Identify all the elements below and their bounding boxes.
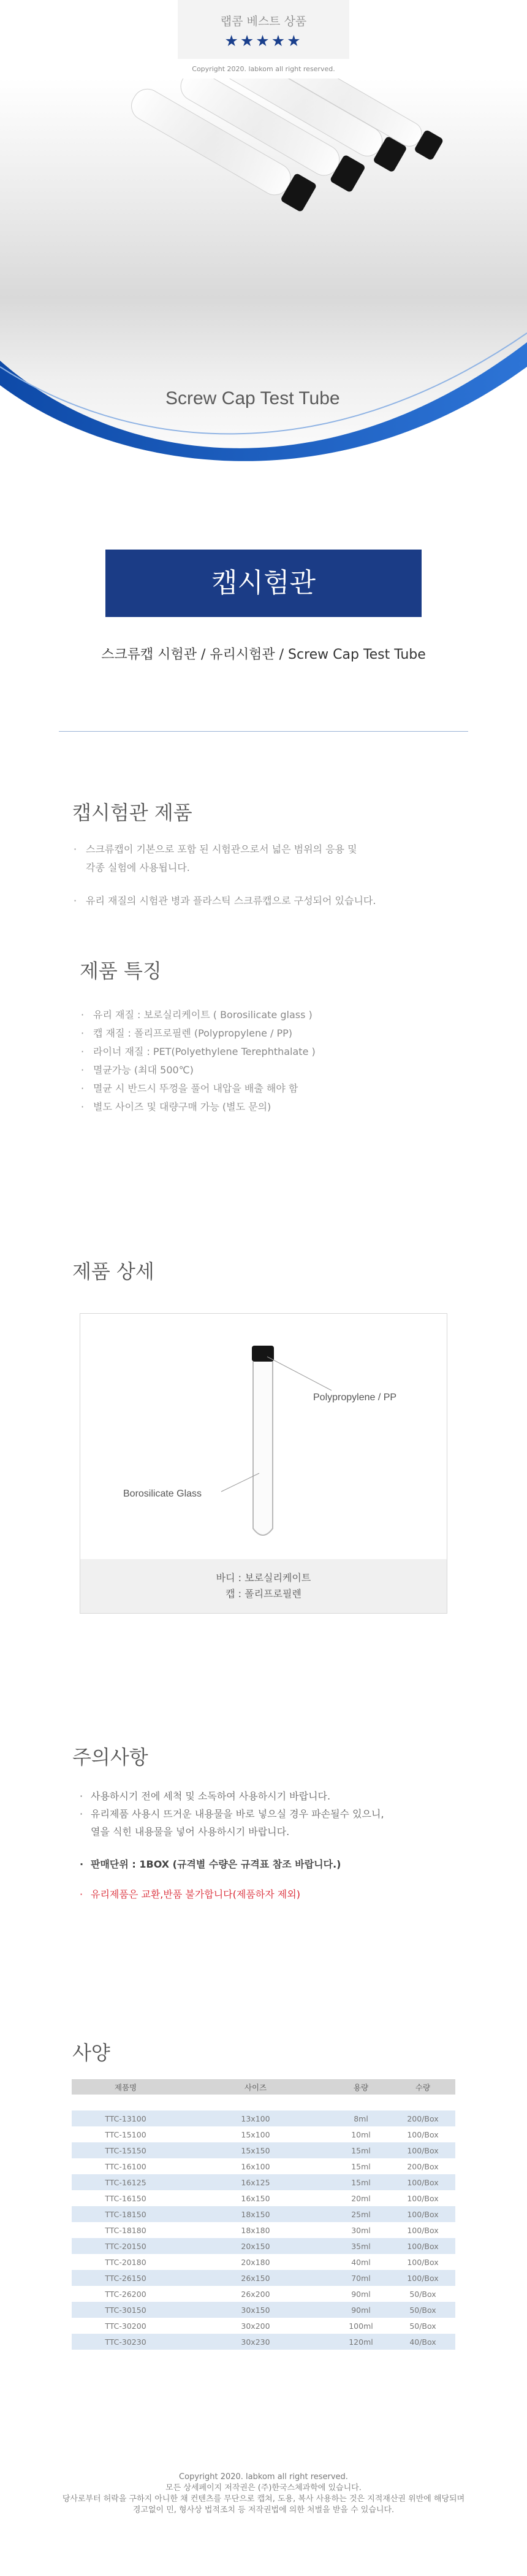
glass-tube-shape bbox=[253, 1362, 273, 1535]
table-cell: 90ml bbox=[332, 2302, 390, 2318]
table-cell: 20x150 bbox=[180, 2238, 332, 2254]
detail-caption bbox=[80, 1559, 447, 1613]
table-cell: 13x100 bbox=[180, 2110, 332, 2126]
table-cell: 70ml bbox=[332, 2270, 390, 2286]
divider bbox=[59, 731, 468, 732]
col-header: 용량 bbox=[332, 2079, 390, 2095]
table-cell: 30x150 bbox=[180, 2302, 332, 2318]
table-cell: 10ml bbox=[351, 2129, 371, 2139]
cap-material: 캡 : 폴리프로필렌 bbox=[226, 1588, 301, 1600]
table-cell: 100/Box bbox=[390, 2270, 455, 2286]
body-material: 바디 : 보로실리케이트 bbox=[216, 1572, 311, 1584]
spacer-row bbox=[72, 2095, 455, 2110]
spec-table bbox=[72, 2079, 455, 2350]
feature-item: · 별도 사이즈 및 대량구매 가능 (별도 문의) bbox=[80, 1098, 460, 1116]
table-cell: 100/Box bbox=[407, 2257, 439, 2267]
table-cell: 100/Box bbox=[390, 2142, 455, 2158]
cap-pointer bbox=[267, 1357, 332, 1390]
table-cell: TTC-30230 bbox=[72, 2334, 180, 2350]
table-cell: 50/Box bbox=[390, 2302, 455, 2318]
table-cell: 120ml bbox=[332, 2334, 390, 2350]
top-copyright: Copyright 2020. labkom all right reserved. bbox=[192, 65, 335, 73]
table-cell: 100/Box bbox=[390, 2206, 455, 2222]
spec-heading: 사양 bbox=[72, 2041, 110, 2064]
table-cell: 100ml bbox=[349, 2321, 373, 2331]
footer-line: 경고없이 민, 형사상 법적조치 등 저작권법에 의한 처벌을 받을 수 있습니다. bbox=[132, 2505, 395, 2515]
table-row bbox=[72, 2270, 455, 2286]
table-cell: 100/Box bbox=[390, 2174, 455, 2190]
test-tubes-illustration bbox=[0, 79, 527, 477]
rating-stars-icon: ★★★★★ bbox=[224, 32, 303, 50]
badge-title: 랩콤 베스트 상품 bbox=[220, 15, 307, 28]
intro-list bbox=[72, 840, 464, 910]
table-cell: 50/Box bbox=[409, 2321, 436, 2331]
feature-item: · 멸균가능 (최대 500℃) bbox=[80, 1061, 460, 1079]
table-row bbox=[72, 2238, 455, 2254]
product-title-box bbox=[105, 550, 422, 617]
table-cell: 16x150 bbox=[241, 2193, 270, 2203]
detail-heading: 제품 상세 bbox=[72, 1260, 154, 1283]
table-cell: 20ml bbox=[351, 2193, 371, 2203]
col-header: 수량 bbox=[390, 2079, 455, 2095]
table-cell: 15ml bbox=[351, 2161, 371, 2171]
sale-unit-note: · 판매단위 : 1BOX (규격별 수량은 규격표 참조 바랍니다.) bbox=[80, 1855, 472, 1873]
table-cell: 40/Box bbox=[390, 2334, 455, 2350]
table-cell: 15x100 bbox=[241, 2129, 270, 2139]
table-cell: TTC-26150 bbox=[72, 2270, 180, 2286]
table-cell: TTC-30200 bbox=[105, 2321, 146, 2331]
features-heading: 제품 특징 bbox=[80, 959, 162, 983]
table-row bbox=[72, 2126, 455, 2142]
table-cell: 15x150 bbox=[180, 2142, 332, 2158]
table-row bbox=[72, 2318, 455, 2334]
table-cell: TTC-15100 bbox=[105, 2129, 146, 2139]
table-row bbox=[72, 2286, 455, 2302]
table-cell: 15ml bbox=[332, 2142, 390, 2158]
table-row bbox=[72, 2190, 455, 2206]
caution-item: · 유리제품 사용시 뜨거운 내용물을 바로 넣으실 경우 파손될수 있으니, 열을 식힌 내용물을 넣어 사용하시기 바랍니다. bbox=[80, 1805, 472, 1841]
feature-item: · 캡 재질 : 폴리프로필렌 (Polypropylene / PP) bbox=[80, 1024, 460, 1043]
table-cell: 50/Box bbox=[409, 2289, 436, 2299]
spec-header-row bbox=[72, 2079, 455, 2095]
table-row bbox=[72, 2110, 455, 2126]
table-row bbox=[72, 2334, 455, 2350]
table-cell: 35ml bbox=[332, 2238, 390, 2254]
table-cell: 200/Box bbox=[407, 2161, 439, 2171]
table-cell: TTC-15150 bbox=[72, 2142, 180, 2158]
cap-material-label: Polypropylene / PP bbox=[313, 1392, 397, 1403]
table-row bbox=[72, 2302, 455, 2318]
table-cell: TTC-16150 bbox=[105, 2193, 146, 2203]
table-cell: 100/Box bbox=[390, 2238, 455, 2254]
table-cell: TTC-16125 bbox=[72, 2174, 180, 2190]
table-cell: 20x180 bbox=[241, 2257, 270, 2267]
feature-item: · 유리 재질 : 보로실리케이트 ( Borosilicate glass ) bbox=[80, 1006, 460, 1024]
table-cell: 18x150 bbox=[180, 2206, 332, 2222]
caution-list bbox=[80, 1787, 472, 1903]
no-return-note: · 유리제품은 교환,반품 불가합니다(제품하자 제외) bbox=[80, 1885, 472, 1903]
table-cell: 30x200 bbox=[241, 2321, 270, 2331]
feature-item: · 라이너 재질 : PET(Polyethylene Terephthalate ) bbox=[80, 1043, 460, 1061]
table-row bbox=[72, 2158, 455, 2174]
col-header: 제품명 bbox=[72, 2079, 180, 2095]
table-cell: TTC-30150 bbox=[72, 2302, 180, 2318]
table-cell: TTC-13100 bbox=[72, 2110, 180, 2126]
intro-item: · 스크류캡이 기본으로 포함 된 시험관으로서 넓은 범위의 응용 및 각종 실험에 사용됩니다. bbox=[72, 840, 464, 877]
table-cell: 30x230 bbox=[180, 2334, 332, 2350]
cap-shape bbox=[252, 1346, 274, 1362]
table-cell: TTC-18150 bbox=[72, 2206, 180, 2222]
best-product-badge bbox=[178, 0, 349, 59]
table-cell: 200/Box bbox=[390, 2110, 455, 2126]
table-cell: TTC-26200 bbox=[105, 2289, 146, 2299]
detail-figure bbox=[80, 1313, 447, 1614]
footer-line: 당사로부터 허락을 구하지 아니한 채 컨텐츠를 무단으로 캡쳐, 도용, 복사 사용하는 것은 지적재산권 위반에 해당되며 bbox=[62, 2494, 465, 2504]
table-cell: 8ml bbox=[332, 2110, 390, 2126]
footer bbox=[37, 2472, 490, 2516]
intro-heading: 캡시험관 제품 bbox=[72, 801, 192, 824]
footer-copyright: Copyright 2020. labkom all right reserved. bbox=[179, 2472, 348, 2482]
footer-line: 모든 상세페이지 저작권은 (주)한국스체과학에 있습니다. bbox=[165, 2483, 362, 2493]
table-row bbox=[72, 2206, 455, 2222]
table-cell: 100/Box bbox=[407, 2129, 439, 2139]
table-cell: 16x125 bbox=[180, 2174, 332, 2190]
intro-item: · 유리 재질의 시험관 병과 플라스틱 스크류캡으로 구성되어 있습니다. bbox=[72, 892, 464, 910]
table-cell: 26x150 bbox=[180, 2270, 332, 2286]
table-cell: 40ml bbox=[351, 2257, 371, 2267]
table-cell: TTC-20150 bbox=[72, 2238, 180, 2254]
feature-item: · 멸균 시 반드시 뚜껑을 풀어 내압을 배출 해야 함 bbox=[80, 1079, 460, 1098]
table-cell: 18x180 bbox=[241, 2225, 270, 2235]
product-title: 캡시험관 bbox=[211, 567, 316, 599]
table-cell: TTC-20180 bbox=[105, 2257, 146, 2267]
caution-heading: 주의사항 bbox=[72, 1746, 148, 1769]
hero-caption: Screw Cap Test Tube bbox=[165, 388, 340, 408]
features-list bbox=[80, 1006, 460, 1116]
table-cell: 16x100 bbox=[241, 2161, 270, 2171]
table-row bbox=[72, 2174, 455, 2190]
table-cell: 100/Box bbox=[407, 2225, 439, 2235]
col-header: 사이즈 bbox=[180, 2079, 332, 2095]
product-subtitle: 스크류캡 시험관 / 유리시험관 / Screw Cap Test Tube bbox=[101, 647, 426, 662]
table-cell: 30ml bbox=[351, 2225, 371, 2235]
table-cell: 25ml bbox=[332, 2206, 390, 2222]
spec-body bbox=[72, 2095, 455, 2350]
caution-item: · 사용하시기 전에 세척 및 소독하여 사용하시기 바랍니다. bbox=[80, 1787, 472, 1805]
table-cell: 26x200 bbox=[241, 2289, 270, 2299]
table-cell: TTC-18180 bbox=[105, 2225, 146, 2235]
table-row bbox=[72, 2254, 455, 2270]
table-cell: 15ml bbox=[332, 2174, 390, 2190]
table-cell: 90ml bbox=[351, 2289, 371, 2299]
table-cell: TTC-16100 bbox=[105, 2161, 146, 2171]
table-row bbox=[72, 2142, 455, 2158]
tube-diagram bbox=[80, 1314, 448, 1559]
table-row bbox=[72, 2222, 455, 2238]
table-cell: 100/Box bbox=[407, 2193, 439, 2203]
glass-material-label: Borosilicate Glass bbox=[123, 1489, 202, 1499]
hero-banner bbox=[0, 79, 527, 477]
